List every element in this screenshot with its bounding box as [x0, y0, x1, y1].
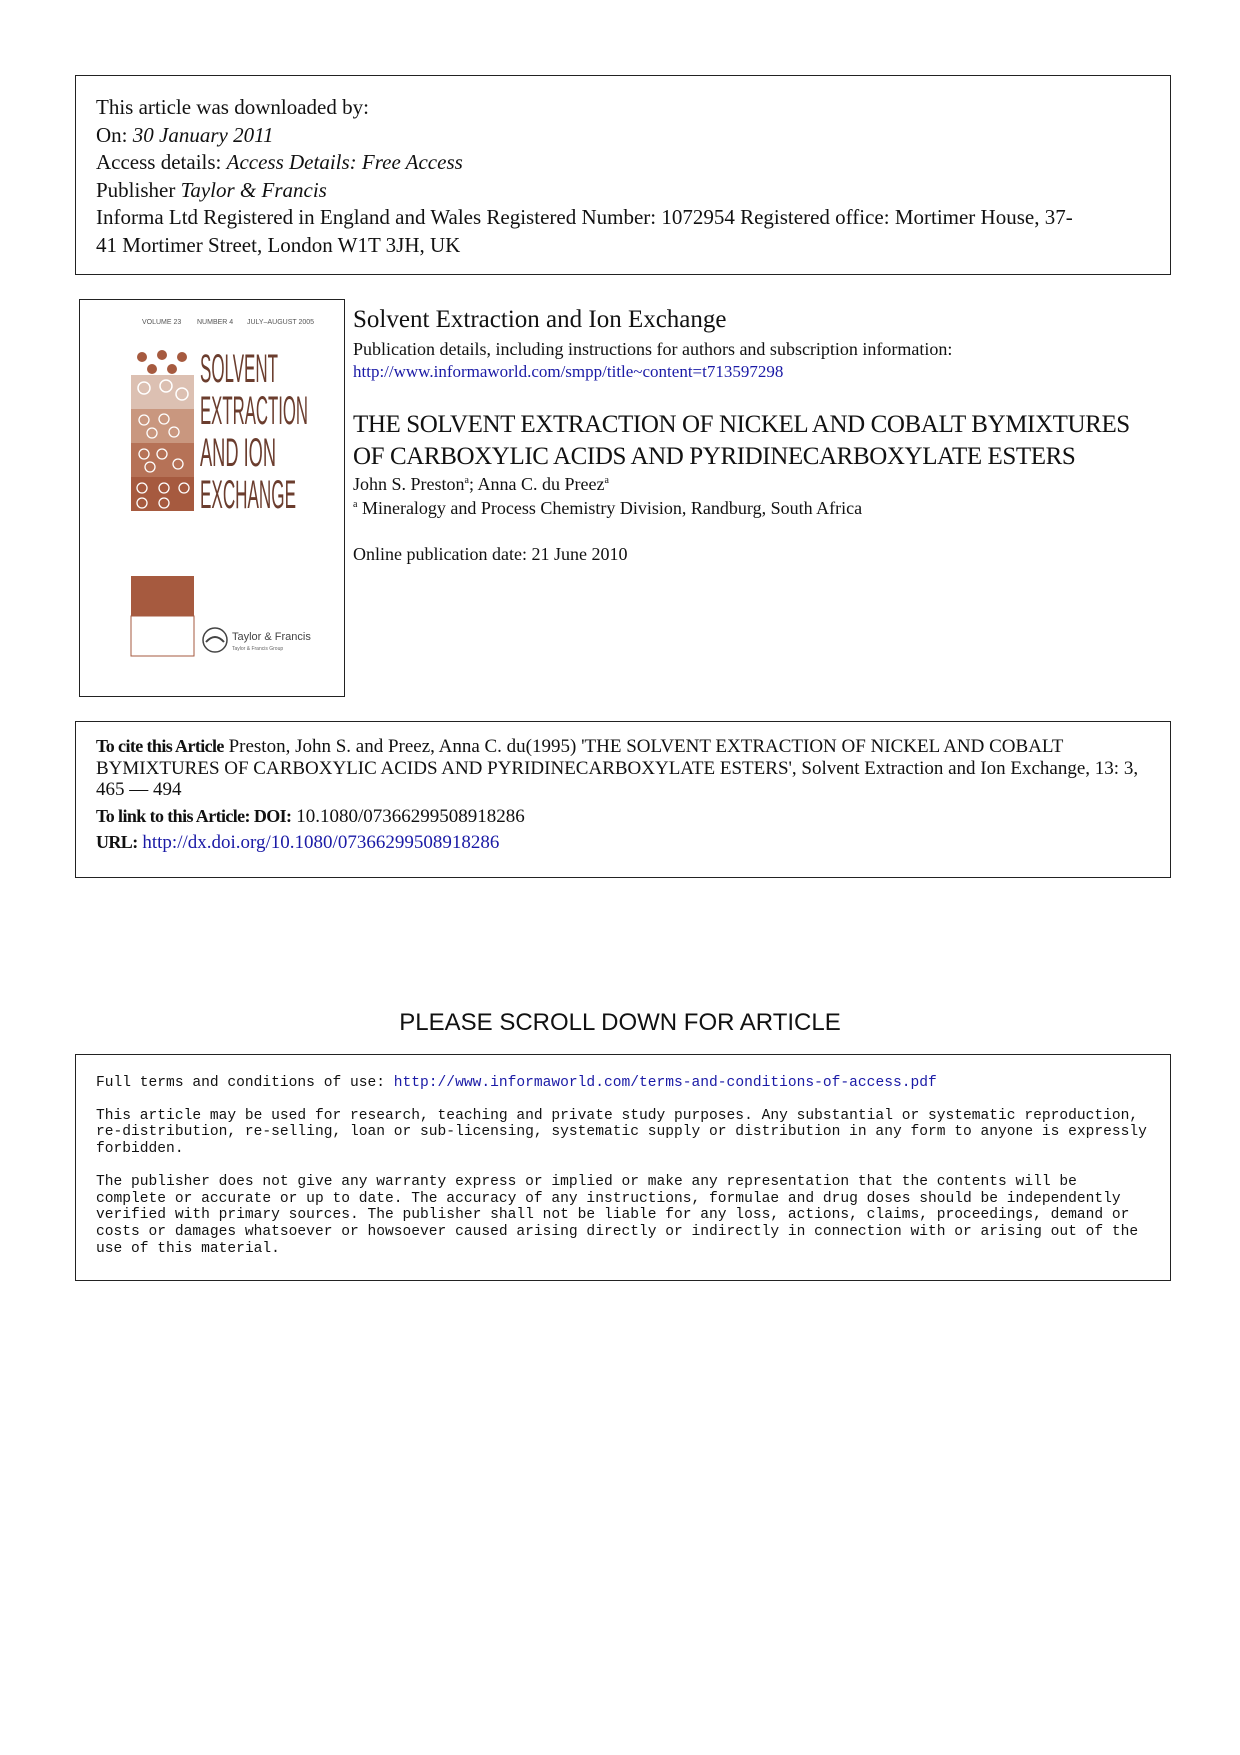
article-title: [353, 409, 1173, 473]
terms-url-link[interactable]: http://www.informaworld.com/terms-and-conditions-of-access.pdf: [393, 1075, 937, 1091]
doi-label: To link to this Article: DOI:: [96, 805, 292, 826]
cover-title-line-4: EXCHANGE: [200, 473, 296, 517]
affiliation: [353, 496, 1173, 521]
terms-paragraph-1: This article may be used for research, teaching and private study purposes. Any substantial or systematic reproduction, re-distribution, re-selling, loan or sub-licensing, systematic supply or distribution in any form to anyone is expressly forbidden.: [96, 1107, 1147, 1158]
online-publication-date: Online publication date: 21 June 2010: [353, 544, 628, 564]
on-value: 30 January 2011: [132, 122, 274, 147]
author-2: Anna C. du Preez: [477, 474, 605, 494]
author-2-affil-mark: a: [604, 475, 609, 486]
author-1-affil-mark: a: [464, 475, 469, 486]
terms-label: Full terms and conditions of use:: [96, 1075, 394, 1091]
cover-square-4: [131, 443, 194, 477]
downloaded-by-line: This article was downloaded by:: [96, 95, 369, 119]
terms-line: [96, 1075, 1150, 1092]
cover-number: NUMBER 4: [197, 319, 234, 326]
access-label: Access details:: [96, 150, 227, 174]
publisher-value: Taylor & Francis: [180, 177, 327, 202]
cover-publisher: Taylor & Francis: [232, 631, 311, 643]
doi-url-link[interactable]: http://dx.doi.org/10.1080/07366299508918286: [142, 832, 500, 853]
cover-title-line-3: AND ION: [200, 431, 276, 475]
on-label: On:: [96, 122, 133, 147]
cite-label: To cite this Article: [96, 736, 224, 756]
journal-cover-image: [79, 299, 345, 697]
journal-url-link[interactable]: http://www.informaworld.com/smpp/title~content=t713597298: [353, 362, 784, 381]
url-label: URL:: [96, 832, 138, 852]
journal-title: Solvent Extraction and Ion Exchange: [353, 306, 727, 333]
affiliation-mark: a: [353, 499, 358, 510]
download-date-line: [96, 122, 1150, 150]
cover-title-line-2: EXTRACTION: [200, 389, 308, 433]
affiliation-text: Mineralogy and Process Chemistry Division, Randburg, South Africa: [357, 498, 863, 518]
doi-value: 10.1080/07366299508918286: [291, 805, 525, 827]
author-separator: ;: [468, 474, 478, 494]
registered-line-2: 41 Mortimer Street, London W1T 3JH, UK: [96, 232, 461, 257]
cite-paragraph: [96, 736, 1150, 801]
article-title-line-2: OF CARBOXYLIC ACIDS AND PYRIDINECARBOXYLATE ESTERS: [353, 443, 1076, 470]
cite-text: Preston, John S. and Preez, Anna C. du(1995) 'THE SOLVENT EXTRACTION OF NICKEL AND COBALT BYMIXTURES OF CARBOXYLIC ACIDS AND PYRIDINECARBOXYLATE ESTERS', Solvent Extraction and Ion Exchange, 13: 3, 465 — 494: [96, 736, 1139, 800]
download-info-box: [75, 75, 1171, 275]
authors: [353, 473, 1173, 496]
publication-details: Publication details, including instructions for authors and subscription information:: [353, 339, 953, 359]
cover-square-5: [131, 477, 194, 511]
cover-publisher-sub: Taylor & Francis Group: [232, 646, 284, 652]
article-title-line-1: THE SOLVENT EXTRACTION OF NICKEL AND COBALT BYMIXTURES: [353, 411, 1130, 438]
cover-lower-frame: [131, 616, 194, 656]
publisher-line: [96, 177, 1150, 205]
access-details-line: [96, 149, 1150, 177]
cover-date: JULY–AUGUST 2005: [247, 319, 315, 326]
publication-info: [353, 305, 1173, 566]
author-1: John S. Preston: [353, 474, 465, 494]
terms-box: [75, 1054, 1171, 1281]
citation-box: [75, 721, 1171, 878]
terms-paragraph-2: The publisher does not give any warranty express or implied or make any representation that the contents will be complete or accurate or up to date. The accuracy of any instructions, formulae and drug doses should be independently verified with primary sources. The publisher shall not be liable for any loss, actions, claims, proceedings, demand or costs or damages whatsoever or howsoever caused arising directly or indirectly in connection with or arising out of the use of this material.: [96, 1173, 1139, 1257]
cover-lower-block: [131, 576, 194, 616]
cover-volume: VOLUME 23: [142, 319, 182, 326]
scroll-notice: PLEASE SCROLL DOWN FOR ARTICLE: [399, 1009, 841, 1036]
registered-line-1: Informa Ltd Registered in England and Wales Registered Number: 1072954 Registered office: Mortimer House, 37-: [96, 205, 1073, 229]
access-value: Access Details: Free Access: [226, 150, 463, 174]
cover-title-line-1: SOLVENT: [200, 347, 278, 391]
cover-illustration: [80, 300, 343, 695]
publisher-label: Publisher: [96, 177, 181, 202]
doi-line: [96, 806, 1150, 828]
url-line: [96, 832, 1150, 854]
